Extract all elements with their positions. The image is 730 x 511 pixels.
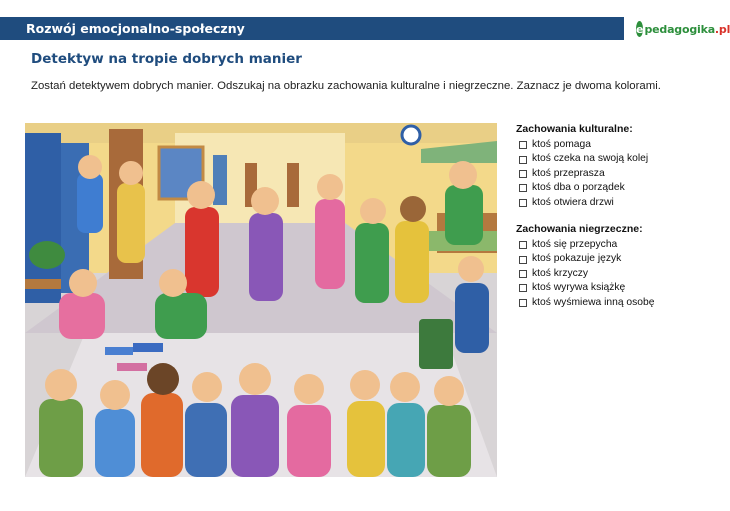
logo-text-main: pedagogika: [644, 22, 715, 36]
list-item-label: ktoś otwiera drzwi: [532, 196, 614, 208]
section-title: Rozwój emocjonalno-społeczny: [26, 21, 245, 36]
list-item: [516, 138, 716, 152]
checkbox-icon[interactable]: [519, 284, 527, 292]
behaviour-lists: [516, 123, 716, 323]
checkbox-icon[interactable]: [519, 241, 527, 249]
list-item-label: ktoś krzyczy: [532, 267, 589, 279]
illustration-svg: [25, 123, 497, 477]
clock-illustration: [402, 126, 420, 144]
worksheet-instructions: Zostań detektywem dobrych manier. Odszukaj na obrazku zachowania kulturalne i niegrzeczne. Zaznacz je dwoma kolorami.: [31, 80, 661, 92]
list-item: [516, 181, 716, 195]
list-item-label: ktoś wyrywa książkę: [532, 282, 626, 294]
list-item: [516, 152, 716, 166]
list-item: [516, 281, 716, 295]
list-item: [516, 238, 716, 252]
checkbox-icon[interactable]: [519, 170, 527, 178]
logo-text: [644, 23, 730, 36]
list-item: [516, 196, 716, 210]
list-item: [516, 167, 716, 181]
logo-text-suffix: .pl: [714, 22, 730, 36]
polite-behaviours-list: [516, 138, 716, 210]
polite-behaviours-heading: Zachowania kulturalne:: [516, 123, 633, 135]
epedagogika-logo: [636, 19, 730, 39]
checkbox-icon[interactable]: [519, 256, 527, 264]
checkbox-icon[interactable]: [519, 156, 527, 164]
checkbox-icon[interactable]: [519, 184, 527, 192]
checkbox-icon[interactable]: [519, 299, 527, 307]
list-item-label: ktoś czeka na swoją kolej: [532, 153, 649, 165]
school-corridor-illustration: [25, 123, 497, 477]
rude-behaviours-list: [516, 238, 716, 310]
logo-mark-icon: e: [636, 22, 644, 36]
list-item-label: ktoś się przepycha: [532, 239, 618, 251]
checkbox-icon[interactable]: [519, 141, 527, 149]
list-item-label: ktoś dba o porządek: [532, 182, 625, 194]
list-item: [516, 252, 716, 266]
checkbox-icon[interactable]: [519, 199, 527, 207]
section-header-bar: [0, 17, 624, 40]
list-item: [516, 296, 716, 310]
list-item-label: ktoś pomaga: [532, 139, 591, 150]
rude-behaviours-heading: Zachowania niegrzeczne:: [516, 223, 643, 236]
worksheet-title: Detektyw na tropie dobrych manier: [31, 51, 302, 67]
trash-can-illustration: [419, 319, 453, 369]
list-item-label: ktoś pokazuje język: [532, 253, 622, 265]
list-item-label: ktoś wyśmiewa inną osobę: [532, 296, 655, 308]
checkbox-icon[interactable]: [519, 270, 527, 278]
locker-left-illustration: [25, 133, 61, 303]
list-item-label: ktoś przeprasza: [532, 167, 605, 179]
list-item: [516, 267, 716, 281]
